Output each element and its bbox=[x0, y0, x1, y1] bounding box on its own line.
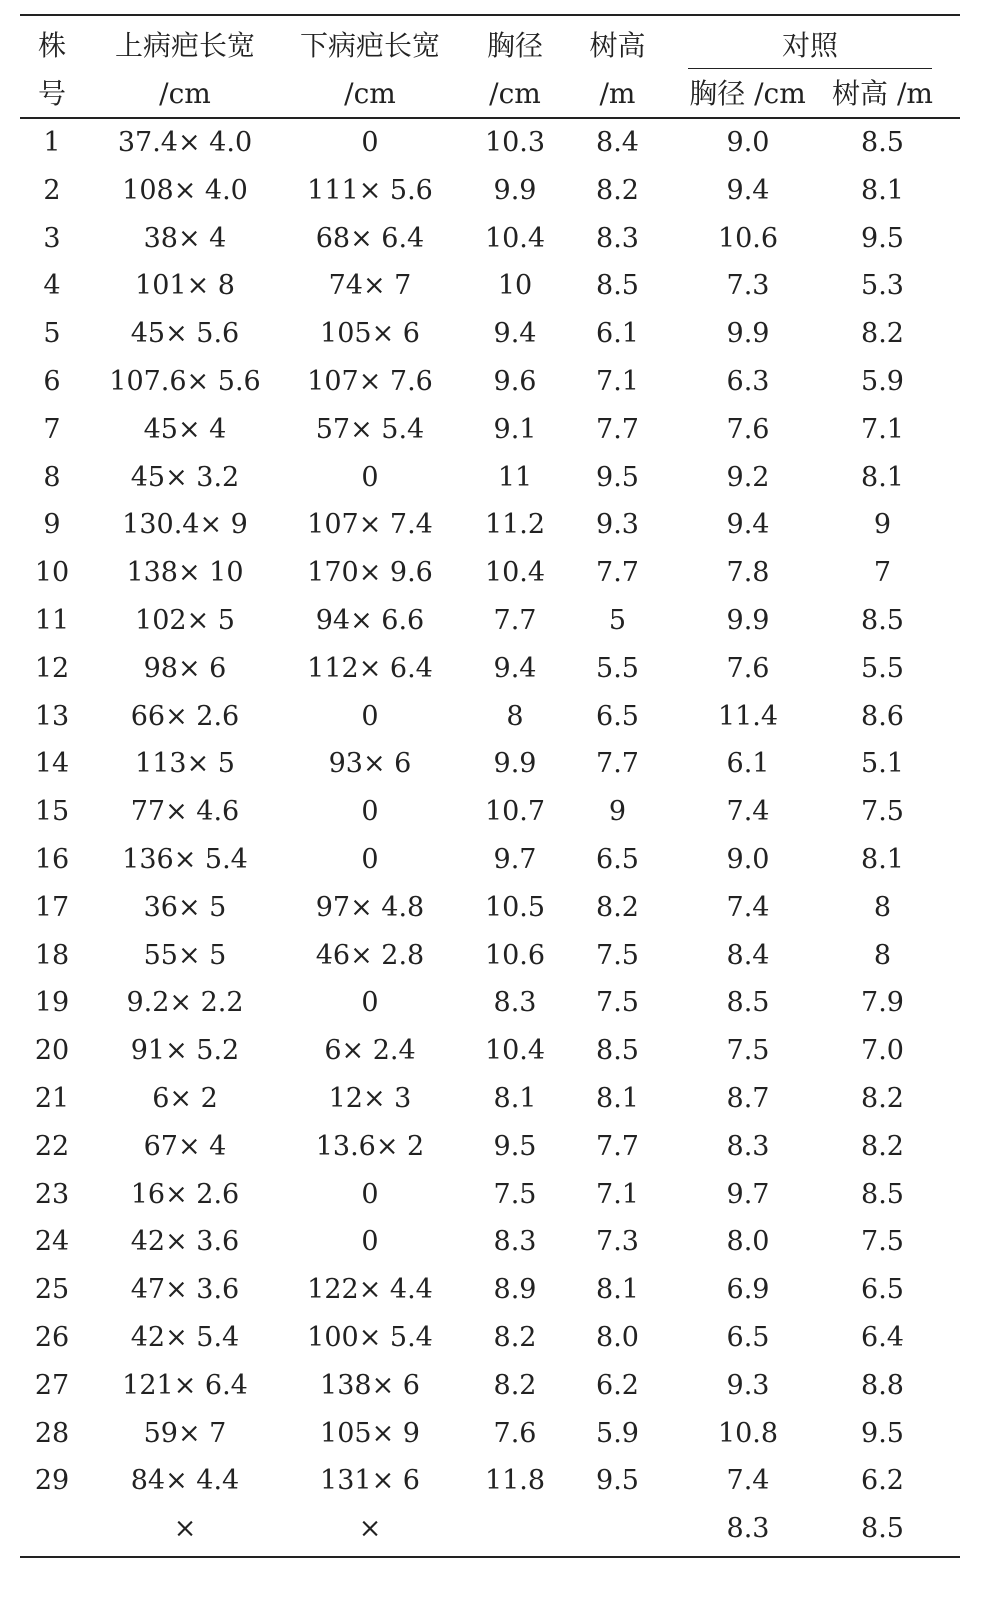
cell-control-dbh: 7.4 bbox=[726, 1465, 770, 1497]
cell-upper-scar: 42× 5.4 bbox=[130, 1322, 240, 1353]
cell-lower-scar: 138× 6 bbox=[320, 1369, 420, 1401]
cell-upper-scar: 59× 7 bbox=[143, 1417, 227, 1449]
cell-height: 7.5 bbox=[596, 939, 639, 971]
cell-lower-scar: 0 bbox=[361, 796, 379, 828]
cell-height: 8.2 bbox=[596, 891, 639, 923]
cell-control-dbh: 9.9 bbox=[726, 318, 770, 350]
cell-height: 7.7 bbox=[596, 413, 639, 445]
cell-dbh: 9.1 bbox=[493, 413, 537, 445]
cell-control-height: 5.5 bbox=[861, 652, 904, 684]
header-dbh: 胸径 bbox=[486, 29, 543, 62]
cell-lower-scar: 111× 5.6 bbox=[307, 174, 433, 206]
cell-lower-scar: 0 bbox=[361, 461, 379, 493]
cell-dbh: 8 bbox=[506, 700, 524, 732]
cell-control-dbh: 6.3 bbox=[726, 366, 770, 397]
cell-control-dbh: 7.4 bbox=[726, 796, 770, 828]
cell-height: 7.5 bbox=[596, 987, 639, 1019]
cell-control-height: 5.3 bbox=[861, 270, 904, 302]
cell-lower-scar: 93× 6 bbox=[328, 748, 412, 780]
cell-control-height: 7.1 bbox=[861, 413, 904, 445]
cell-upper-scar: 36× 5 bbox=[143, 891, 227, 923]
cell-control-height: 6.5 bbox=[861, 1274, 904, 1306]
cell-control-height: 7 bbox=[873, 557, 892, 589]
cell-lower-scar: 0 bbox=[361, 127, 379, 158]
cell-dbh: 9.9 bbox=[493, 748, 537, 780]
cell-dbh: 7.7 bbox=[493, 605, 537, 636]
cell-plant-no: 11 bbox=[34, 605, 70, 636]
cell-control-dbh: 6.1 bbox=[726, 748, 770, 780]
cell-control-dbh: 7.4 bbox=[726, 891, 770, 923]
cell-upper-scar: 6× 2 bbox=[152, 1083, 218, 1114]
cell-lower-scar: 68× 6.4 bbox=[315, 222, 425, 254]
cell-lower-scar: 12× 3 bbox=[328, 1083, 412, 1114]
cell-upper-scar: × bbox=[173, 1513, 197, 1545]
cell-height: 7.7 bbox=[596, 748, 639, 780]
cell-control-height: 7.0 bbox=[861, 1035, 904, 1067]
cell-lower-scar: 0 bbox=[361, 1226, 379, 1258]
header-control-group: 对照 bbox=[781, 29, 838, 62]
cell-lower-scar: 74× 7 bbox=[328, 270, 412, 302]
cell-dbh bbox=[465, 1505, 565, 1553]
cell-height: 8.5 bbox=[596, 270, 639, 302]
cell-upper-scar: 84× 4.4 bbox=[130, 1465, 240, 1497]
cell-height: 9.5 bbox=[596, 461, 639, 493]
cell-control-height: 9.5 bbox=[861, 222, 904, 254]
cell-plant-no: 26 bbox=[34, 1322, 70, 1353]
cell-dbh: 11 bbox=[497, 461, 533, 493]
cell-lower-scar: 57× 5.4 bbox=[315, 413, 425, 445]
table-top-rule bbox=[20, 14, 960, 16]
cell-control-dbh: 9.3 bbox=[726, 1369, 770, 1401]
cell-control-height: 8.5 bbox=[861, 1513, 904, 1545]
cell-control-height: 8.1 bbox=[861, 844, 904, 875]
cell-lower-scar: 0 bbox=[361, 987, 379, 1019]
cell-upper-scar: 130.4× 9 bbox=[122, 509, 248, 541]
cell-control-height: 7.9 bbox=[861, 987, 904, 1019]
cell-dbh: 9.5 bbox=[493, 1130, 537, 1162]
cell-dbh: 9.4 bbox=[493, 318, 537, 350]
cell-control-height: 8.2 bbox=[861, 1083, 904, 1114]
cell-control-height: 8.8 bbox=[861, 1369, 904, 1401]
cell-control-dbh: 9.0 bbox=[726, 127, 770, 158]
header-control-height: 树高 /m bbox=[832, 77, 933, 110]
cell-control-height: 8.1 bbox=[861, 174, 904, 206]
cell-upper-scar: 42× 3.6 bbox=[130, 1226, 240, 1258]
cell-height: 8.1 bbox=[596, 1083, 639, 1114]
cell-control-dbh: 6.9 bbox=[726, 1274, 770, 1306]
cell-control-dbh: 7.6 bbox=[726, 413, 770, 445]
cell-plant-no: 6 bbox=[43, 366, 61, 397]
cell-control-height: 8.5 bbox=[861, 605, 904, 636]
cell-control-dbh: 10.6 bbox=[717, 222, 779, 254]
cell-plant-no: 20 bbox=[34, 1035, 70, 1067]
cell-control-dbh: 9.4 bbox=[726, 174, 770, 206]
cell-control-dbh: 9.4 bbox=[726, 509, 770, 541]
cell-plant-no: 12 bbox=[34, 652, 70, 684]
cell-plant-no: 17 bbox=[34, 891, 70, 923]
cell-control-height: 5.1 bbox=[861, 748, 904, 780]
cell-dbh: 11.2 bbox=[484, 509, 546, 541]
cell-dbh: 11.8 bbox=[484, 1465, 546, 1497]
cell-upper-scar: 16× 2.6 bbox=[130, 1178, 240, 1210]
cell-dbh: 8.3 bbox=[493, 1226, 537, 1258]
cell-control-height: 9 bbox=[873, 509, 892, 541]
cell-upper-scar: 113× 5 bbox=[135, 748, 235, 780]
cell-control-height: 8 bbox=[873, 891, 892, 923]
cell-lower-scar: 131× 6 bbox=[320, 1465, 420, 1497]
cell-upper-scar: 45× 3.2 bbox=[130, 461, 240, 493]
cell-upper-scar: 66× 2.6 bbox=[130, 700, 240, 732]
cell-control-height: 6.4 bbox=[861, 1322, 904, 1353]
cell-plant-no: 16 bbox=[34, 844, 70, 875]
cell-plant-no: 18 bbox=[34, 939, 70, 971]
cell-height: 6.5 bbox=[596, 700, 639, 732]
cell-upper-scar: 136× 5.4 bbox=[122, 844, 248, 875]
cell-plant-no bbox=[22, 1505, 82, 1553]
cell-plant-no: 4 bbox=[43, 270, 61, 302]
cell-lower-scar: 105× 6 bbox=[320, 318, 420, 350]
cell-control-height: 7.5 bbox=[861, 796, 904, 828]
cell-upper-scar: 91× 5.2 bbox=[130, 1035, 240, 1067]
cell-lower-scar: 170× 9.6 bbox=[307, 557, 433, 589]
cell-upper-scar: 108× 4.0 bbox=[122, 174, 248, 206]
cell-dbh: 8.2 bbox=[493, 1369, 537, 1401]
cell-plant-no: 14 bbox=[34, 748, 70, 780]
cell-dbh: 10 bbox=[497, 270, 533, 302]
header-height: 树高 bbox=[589, 29, 646, 62]
header-plant-no: 株 bbox=[37, 29, 66, 62]
cell-plant-no: 21 bbox=[34, 1083, 70, 1114]
cell-lower-scar: 0 bbox=[361, 844, 379, 875]
cell-height: 8.0 bbox=[596, 1322, 639, 1353]
cell-lower-scar: 97× 4.8 bbox=[315, 891, 425, 923]
cell-height: 9 bbox=[608, 796, 627, 828]
cell-height: 8.4 bbox=[596, 127, 639, 158]
cell-dbh: 10.4 bbox=[484, 1035, 546, 1067]
cell-control-dbh: 11.4 bbox=[717, 700, 779, 732]
cell-height: 7.1 bbox=[596, 366, 639, 397]
cell-dbh: 10.4 bbox=[484, 557, 546, 589]
cell-dbh: 10.3 bbox=[484, 127, 546, 158]
cell-control-dbh: 9.2 bbox=[726, 461, 770, 493]
cell-upper-scar: 9.2× 2.2 bbox=[126, 987, 244, 1019]
cell-lower-scar: 107× 7.4 bbox=[307, 509, 433, 541]
cell-plant-no: 22 bbox=[34, 1130, 70, 1162]
cell-control-height: 7.5 bbox=[861, 1226, 904, 1258]
cell-control-dbh: 10.8 bbox=[717, 1417, 779, 1449]
cell-control-dbh: 8.0 bbox=[726, 1226, 770, 1258]
cell-plant-no: 28 bbox=[34, 1417, 70, 1449]
cell-control-dbh: 7.8 bbox=[726, 557, 770, 589]
cell-control-dbh: 7.3 bbox=[726, 270, 770, 302]
cell-control-dbh: 9.0 bbox=[726, 844, 770, 875]
cell-control-height: 8 bbox=[873, 939, 892, 971]
cell-plant-no: 2 bbox=[43, 174, 61, 206]
cell-dbh: 9.9 bbox=[493, 174, 537, 206]
header-lower-scar-unit: /cm bbox=[344, 77, 396, 110]
cell-control-height: 8.1 bbox=[861, 461, 904, 493]
cell-plant-no: 23 bbox=[34, 1178, 70, 1210]
cell-plant-no: 3 bbox=[43, 222, 61, 254]
cell-height: 9.5 bbox=[596, 1465, 639, 1497]
cell-upper-scar: 38× 4 bbox=[143, 222, 227, 254]
cell-lower-scar: 100× 5.4 bbox=[307, 1322, 433, 1353]
cell-dbh: 10.6 bbox=[484, 939, 546, 971]
cell-control-height: 6.2 bbox=[861, 1465, 904, 1497]
cell-lower-scar: 94× 6.6 bbox=[315, 605, 425, 636]
cell-plant-no: 1 bbox=[43, 127, 61, 158]
cell-control-height: 8.6 bbox=[861, 700, 904, 732]
cell-upper-scar: 138× 10 bbox=[126, 557, 244, 589]
cell-control-height: 5.9 bbox=[861, 366, 904, 397]
cell-upper-scar: 77× 4.6 bbox=[130, 796, 240, 828]
cell-dbh: 9.7 bbox=[493, 844, 537, 875]
cell-control-dbh: 8.3 bbox=[726, 1130, 770, 1162]
cell-height: 7.1 bbox=[596, 1178, 639, 1210]
cell-control-dbh: 8.7 bbox=[726, 1083, 770, 1114]
header-dbh-unit: /cm bbox=[489, 77, 541, 110]
cell-upper-scar: 102× 5 bbox=[135, 605, 235, 636]
cell-upper-scar: 45× 4 bbox=[143, 413, 227, 445]
cell-height: 8.5 bbox=[596, 1035, 639, 1067]
cell-dbh: 7.5 bbox=[493, 1178, 537, 1210]
cell-upper-scar: 121× 6.4 bbox=[122, 1369, 248, 1401]
cell-dbh: 7.6 bbox=[493, 1417, 537, 1449]
cell-dbh: 9.6 bbox=[493, 366, 537, 397]
cell-lower-scar: 0 bbox=[361, 1178, 379, 1210]
cell-control-height: 9.5 bbox=[861, 1417, 904, 1449]
cell-dbh: 8.1 bbox=[493, 1083, 537, 1114]
cell-control-dbh: 8.3 bbox=[726, 1513, 770, 1545]
cell-plant-no: 10 bbox=[34, 557, 70, 589]
cell-control-height: 8.2 bbox=[861, 318, 904, 350]
cell-lower-scar: × bbox=[358, 1513, 382, 1545]
cell-lower-scar: 105× 9 bbox=[320, 1417, 420, 1449]
header-control-dbh: 胸径 /cm bbox=[689, 77, 806, 110]
cell-upper-scar: 47× 3.6 bbox=[130, 1274, 240, 1306]
cell-dbh: 9.4 bbox=[493, 652, 537, 684]
cell-plant-no: 7 bbox=[43, 413, 61, 445]
cell-lower-scar: 107× 7.6 bbox=[307, 366, 433, 397]
cell-upper-scar: 55× 5 bbox=[143, 939, 227, 971]
cell-plant-no: 9 bbox=[43, 509, 61, 541]
cell-dbh: 10.7 bbox=[484, 796, 546, 828]
cell-dbh: 8.3 bbox=[493, 987, 537, 1019]
cell-control-height: 8.5 bbox=[861, 1178, 904, 1210]
cell-upper-scar: 67× 4 bbox=[143, 1130, 227, 1162]
header-lower-scar: 下病疤长宽 bbox=[299, 29, 440, 62]
cell-plant-no: 5 bbox=[43, 318, 61, 350]
cell-lower-scar: 122× 4.4 bbox=[307, 1274, 433, 1306]
cell-upper-scar: 107.6× 5.6 bbox=[109, 366, 261, 397]
cell-height: 8.3 bbox=[596, 222, 639, 254]
cell-control-dbh: 8.5 bbox=[726, 987, 770, 1019]
cell-height: 5.5 bbox=[596, 652, 639, 684]
cell-plant-no: 29 bbox=[34, 1465, 70, 1497]
table-bottom-rule bbox=[20, 1556, 960, 1558]
header-plant-no-line2: 号 bbox=[37, 77, 66, 110]
cell-height: 6.1 bbox=[596, 318, 639, 350]
cell-plant-no: 19 bbox=[34, 987, 70, 1019]
cell-plant-no: 13 bbox=[34, 700, 70, 732]
cell-control-dbh: 9.9 bbox=[726, 605, 770, 636]
header-height-unit: /m bbox=[599, 77, 636, 110]
header-upper-scar-unit: /cm bbox=[159, 77, 211, 110]
cell-dbh: 10.4 bbox=[484, 222, 546, 254]
cell-height: 8.2 bbox=[596, 174, 639, 206]
cell-control-dbh: 7.6 bbox=[726, 652, 770, 684]
cell-height: 7.7 bbox=[596, 557, 639, 589]
cell-plant-no: 15 bbox=[34, 796, 70, 828]
cell-control-height: 8.5 bbox=[861, 127, 904, 158]
cell-upper-scar: 101× 8 bbox=[135, 270, 235, 302]
cell-height bbox=[570, 1505, 665, 1553]
cell-height: 9.3 bbox=[596, 509, 639, 541]
cell-plant-no: 25 bbox=[34, 1274, 70, 1306]
cell-lower-scar: 6× 2.4 bbox=[324, 1035, 416, 1067]
cell-control-height: 8.2 bbox=[861, 1130, 904, 1162]
cell-lower-scar: 46× 2.8 bbox=[315, 939, 425, 971]
cell-lower-scar: 13.6× 2 bbox=[315, 1130, 425, 1162]
cell-height: 7.3 bbox=[596, 1226, 639, 1258]
cell-height: 5.9 bbox=[596, 1417, 639, 1449]
cell-upper-scar: 98× 6 bbox=[143, 652, 227, 684]
cell-height: 8.1 bbox=[596, 1274, 639, 1306]
cell-upper-scar: 37.4× 4.0 bbox=[117, 127, 253, 158]
cell-plant-no: 24 bbox=[34, 1226, 70, 1258]
cell-control-dbh: 6.5 bbox=[726, 1322, 770, 1353]
cell-height: 7.7 bbox=[596, 1130, 639, 1162]
cell-height: 6.2 bbox=[596, 1369, 639, 1401]
header-upper-scar: 上病疤长宽 bbox=[114, 29, 255, 62]
cell-plant-no: 8 bbox=[43, 461, 61, 493]
cell-lower-scar: 0 bbox=[361, 700, 379, 732]
cell-control-dbh: 7.5 bbox=[726, 1035, 770, 1067]
cell-dbh: 8.9 bbox=[493, 1274, 537, 1306]
cell-dbh: 10.5 bbox=[484, 891, 546, 923]
cell-height: 5 bbox=[608, 605, 627, 636]
cell-upper-scar: 45× 5.6 bbox=[130, 318, 240, 350]
cell-plant-no: 27 bbox=[34, 1369, 70, 1401]
cell-control-dbh: 8.4 bbox=[726, 939, 770, 971]
cell-control-dbh: 9.7 bbox=[726, 1178, 770, 1210]
cell-dbh: 8.2 bbox=[493, 1322, 537, 1353]
cell-lower-scar: 112× 6.4 bbox=[307, 652, 433, 684]
cell-height: 6.5 bbox=[596, 844, 639, 875]
